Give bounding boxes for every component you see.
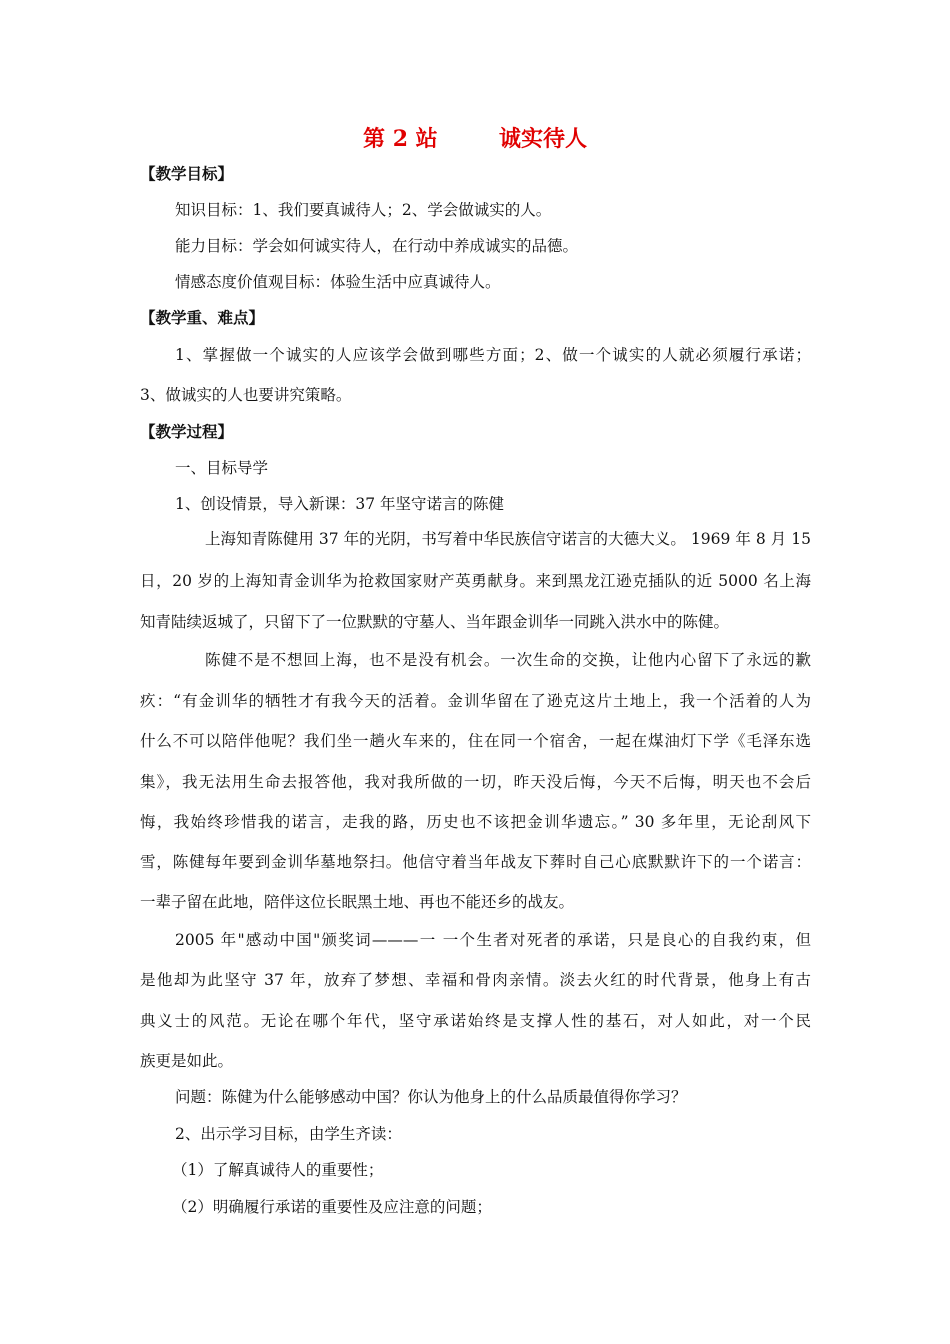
keypoints-line: 1、掌握做一个诚实的人应该学会做到哪些方面；2、做一个诚实的人就必须履行承诺；: [175, 346, 811, 364]
story-line: 疚：“有金训华的牺牲才有我今天的活着。金训华留在了逊克这片土地上，我一个活着的人为: [140, 692, 811, 710]
award-line: 典义士的风范。无论在哪个年代，坚守承诺始终是支撑人性的基石，对人如此，对一个民: [140, 1012, 811, 1030]
story-line: 一辈子留在此地，陪伴这位长眠黑土地、再也不能还乡的战友。: [140, 893, 575, 911]
objective-knowledge: 知识目标：1、我们要真诚待人；2、学会做诚实的人。: [175, 201, 552, 219]
goal-item: （1）了解真诚待人的重要性；: [172, 1161, 384, 1179]
award-line: 2005 年"感动中国"颁奖词———一 一个生者对死者的承诺，只是良心的自我约束，但: [175, 931, 811, 949]
story-line: 陈健不是不想回上海，也不是没有机会。一次生命的交换，让他内心留下了永远的歉: [205, 651, 811, 669]
story-line: 什么不可以陪伴他呢？我们坐一趟火车来的，住在同一个宿舍，一起在煤油灯下学《毛泽东选: [140, 732, 811, 750]
award-line: 是他却为此坚守 37 年，放弃了梦想、幸福和骨肉亲情。淡去火红的时代背景，他身上有古: [140, 971, 811, 989]
story-line: 悔，我始终珍惜我的诺言，走我的路，历史也不该把金训华遗忘。” 30 多年里，无论刮风下: [140, 813, 811, 831]
goal-item: （2）明确履行承诺的重要性及应注意的问题；: [172, 1198, 492, 1216]
question-text: 问题：陈健为什么能够感动中国？你认为他身上的什么品质最值得你学习？: [175, 1088, 687, 1106]
goals-intro: 2、出示学习目标，由学生齐读：: [175, 1125, 402, 1143]
page-title: 第 2 站 诚实待人: [363, 126, 587, 152]
process-heading: 【教学过程】: [140, 422, 234, 441]
process-step: 一、目标导学: [175, 459, 269, 477]
story-line: 集》，我无法用生命去报答他，我对我所做的一切，昨天没后悔，今天不后悔，明天也不会后: [140, 773, 811, 791]
story-line: 知青陆续返城了，只留下了一位默默的守墓人、当年跟金训华一同跳入洪水中的陈健。: [140, 613, 730, 631]
process-step: 1、创设情景，导入新课：37 年坚守诺言的陈健: [175, 495, 505, 513]
story-line: 日，20 岁的上海知青金训华为抢救国家财产英勇献身。来到黑龙江逊克插队的近 5000 名上海: [140, 572, 811, 590]
objectives-heading: 【教学目标】: [140, 164, 234, 183]
objective-ability: 能力目标：学会如何诚实待人，在行动中养成诚实的品德。: [175, 237, 579, 255]
objective-emotion: 情感态度价值观目标：体验生活中应真诚待人。: [175, 273, 501, 291]
award-line: 族更是如此。: [140, 1052, 234, 1070]
story-line: 雪，陈健每年要到金训华墓地祭扫。他信守着当年战友下葬时自己心底默默许下的一个诺言：: [140, 853, 811, 871]
story-line: 上海知青陈健用 37 年的光阴，书写着中华民族信守诺言的大德大义。 1969 年 8 月 15: [205, 530, 811, 548]
keypoints-line: 3、做诚实的人也要讲究策略。: [140, 386, 352, 404]
keypoints-heading: 【教学重、难点】: [140, 308, 265, 327]
